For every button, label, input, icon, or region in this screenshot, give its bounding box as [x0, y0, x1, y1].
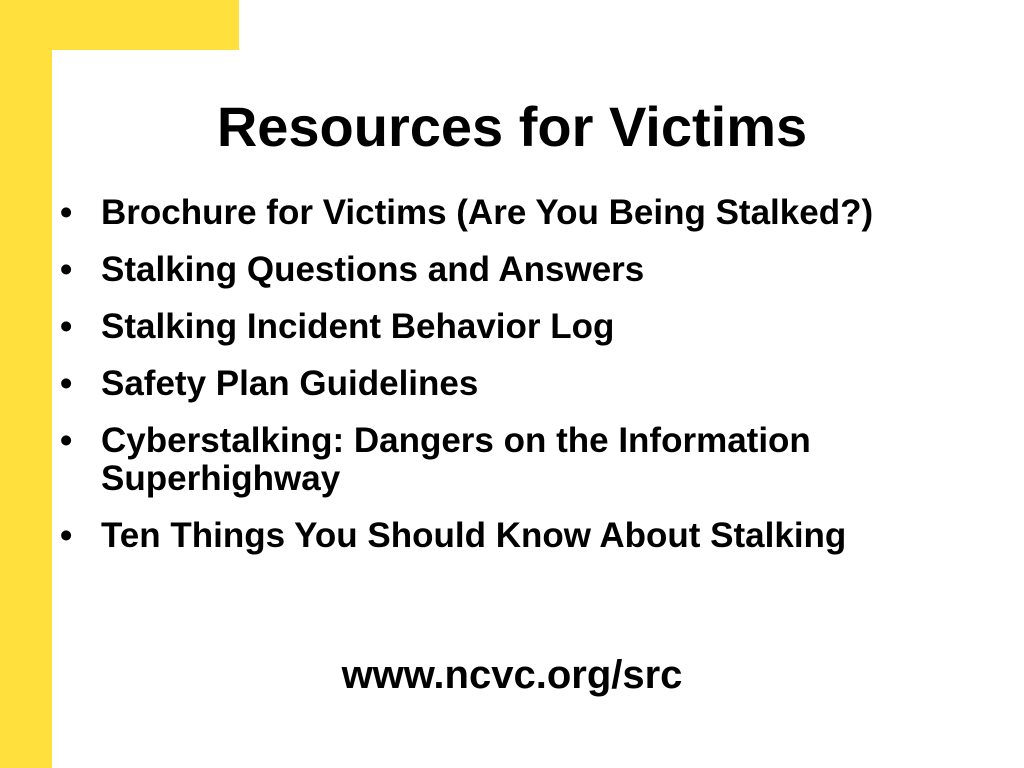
list-item-text: Cyberstalking: Dangers on the Information Superhighway	[101, 421, 811, 498]
list-item-text: Ten Things You Should Know About Stalking	[101, 516, 847, 555]
list-item	[60, 365, 980, 403]
bullet-icon: •	[60, 516, 73, 555]
list-item	[60, 194, 980, 232]
website-url[interactable]: www.ncvc.org/src	[341, 653, 683, 697]
list-item-text: Stalking Questions and Answers	[101, 250, 645, 289]
bullet-icon: •	[60, 193, 73, 232]
bullet-icon: •	[60, 307, 73, 346]
resource-list	[60, 194, 980, 574]
list-item	[60, 517, 980, 555]
list-item	[60, 308, 980, 346]
accent-bar-top	[0, 0, 239, 50]
list-item-text: Brochure for Victims (Are You Being Stalked?)	[101, 193, 874, 232]
list-item-text: Stalking Incident Behavior Log	[101, 307, 615, 346]
bullet-icon: •	[60, 421, 73, 460]
list-item	[60, 422, 980, 498]
bullet-icon: •	[60, 250, 73, 289]
accent-bar-vertical	[0, 0, 52, 768]
bullet-icon: •	[60, 364, 73, 403]
list-item-text: Safety Plan Guidelines	[101, 364, 479, 403]
list-item	[60, 251, 980, 289]
slide-title: Resources for Victims	[216, 95, 808, 158]
